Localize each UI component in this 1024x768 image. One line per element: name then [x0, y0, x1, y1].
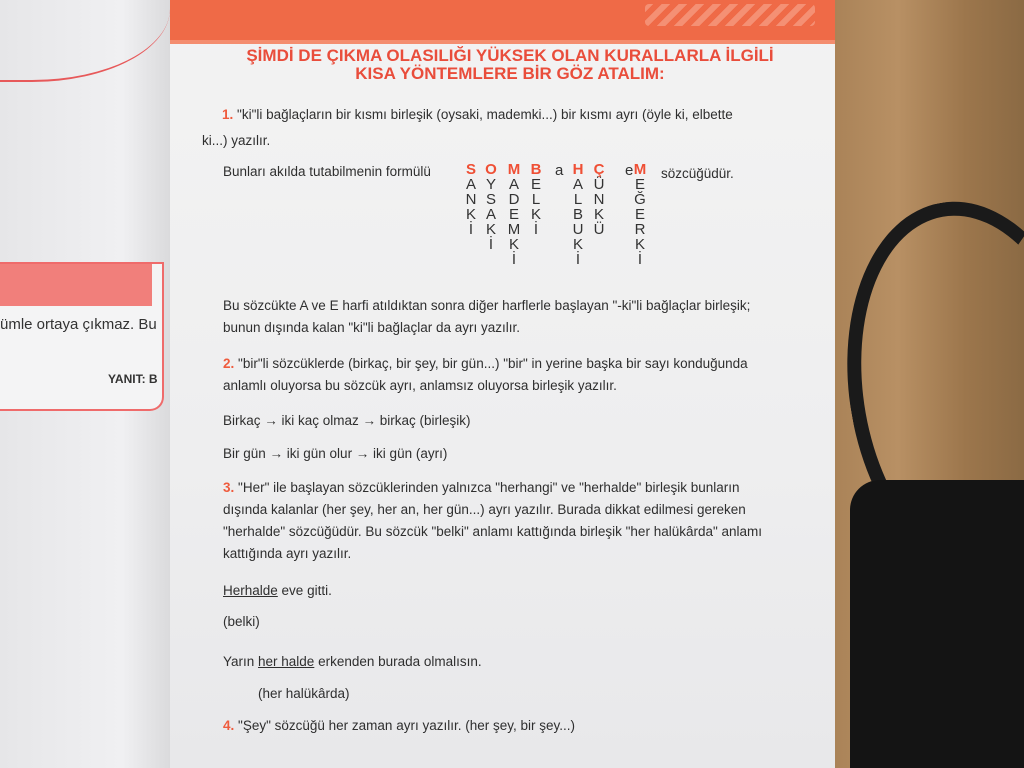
- acrostic-letter: K: [530, 206, 541, 223]
- left-sentence-fragment: ümle ortaya çıkmaz. Bu: [0, 316, 157, 333]
- acrostic-head-letter: Ç: [593, 161, 605, 178]
- acrostic-letter: D: [508, 191, 520, 208]
- heading-line-1: ŞİMDİ DE ÇIKMA OLASILIĞI YÜKSEK OLAN KURALLARLA İLGİLİ: [246, 46, 774, 65]
- left-answer-label: YANIT: B: [108, 372, 158, 386]
- acrostic-letter: K: [634, 236, 645, 253]
- rule2-example-2: Bir gün → iki gün olur → iki gün (ayrı): [223, 446, 448, 461]
- acrostic-column-5: [570, 162, 586, 267]
- acrostic-column-3: [506, 162, 522, 267]
- acrostic-letter: A: [485, 206, 496, 223]
- acrostic-letter: İ: [511, 251, 517, 268]
- rule1-number: 1.: [222, 107, 234, 122]
- herhalde-underlined: Herhalde: [223, 583, 278, 598]
- rule3-example-2: [223, 654, 482, 669]
- acrostic-letter: K: [508, 236, 519, 253]
- acrostic-letter: A: [508, 176, 519, 193]
- acrostic-letter: Ü: [593, 176, 605, 193]
- rule2-line2: anlamlı oluyorsa bu sözcük ayrı, anlamsız oluyorsa birleşik yazılır.: [223, 378, 617, 393]
- acrostic-head-letter: H: [572, 161, 584, 178]
- acrostic-head-letter: M: [507, 161, 521, 178]
- acrostic-column-1: [463, 162, 479, 237]
- acrostic-letter: N: [465, 191, 477, 208]
- acrostic-letter: Y: [485, 176, 496, 193]
- rule2-example-1: Birkaç → iki kaç olmaz → birkaç (birleşik): [223, 413, 471, 428]
- left-answer-box: [0, 262, 164, 411]
- rule1-explain-1: Bu sözcükte A ve E harfi atıldıktan sonra diğer harflerle başlayan "-ki"li bağlaçlar birleşik;: [223, 298, 751, 313]
- acrostic-letter: K: [572, 236, 583, 253]
- acrostic-head-letter: M: [633, 161, 647, 178]
- acrostic-column-7: [632, 162, 648, 267]
- acrostic-letter: A: [572, 176, 583, 193]
- acrostic-letter: N: [593, 191, 605, 208]
- acrostic-letter: K: [465, 206, 476, 223]
- joiner-a: a: [555, 162, 564, 179]
- rule1-explain-2: bunun dışında kalan "ki"li bağlaçlar da ayrı yazılır.: [223, 320, 520, 335]
- rule3-number: 3.: [223, 480, 235, 495]
- acrostic-letter: İ: [468, 221, 474, 238]
- formula-suffix: sözcüğüdür.: [661, 166, 734, 181]
- acrostic-letter: İ: [533, 221, 539, 238]
- acrostic-letter: A: [465, 176, 476, 193]
- acrostic-letter: L: [573, 191, 583, 208]
- rule4-line: [223, 718, 575, 733]
- main-page: [170, 0, 835, 768]
- rule1-line2: ki...) yazılır.: [202, 133, 271, 148]
- joiner-e: e: [625, 162, 634, 179]
- formula-prefix: Bunları akılda tutabilmenin formülü: [223, 164, 431, 179]
- rule2-number: 2.: [223, 356, 235, 371]
- acrostic-letter: B: [572, 206, 583, 223]
- acrostic-letter: R: [634, 221, 646, 238]
- acrostic-letter: İ: [575, 251, 581, 268]
- left-color-band: [0, 264, 152, 306]
- acrostic-letter: L: [531, 191, 541, 208]
- rule3-example-1-note: (belki): [223, 614, 260, 629]
- rule3-example-1-rest: eve gitti.: [277, 583, 332, 598]
- page-heading: [210, 47, 810, 83]
- rule4-text: "Şey" sözcüğü her zaman ayrı yazılır. (her şey, bir şey...): [238, 718, 575, 733]
- heading-line-2: KISA YÖNTEMLERE BİR GÖZ ATALIM:: [355, 64, 665, 83]
- acrostic-letter: Ğ: [634, 191, 646, 208]
- page-header-band: [170, 0, 835, 44]
- rule3-line2: dışında kalanlar (her şey, her an, her gün...) ayrı yazılır. Burada dikkat edilmesi gereken: [223, 502, 746, 517]
- acrostic-column-6: [591, 162, 607, 237]
- rule2-line1: [223, 356, 748, 371]
- rule3-line1: [223, 480, 740, 495]
- black-bag: [850, 480, 1024, 768]
- rule1-line1: [222, 107, 733, 122]
- rule3-example-2-start: Yarın: [223, 654, 259, 669]
- acrostic-letter: İ: [488, 236, 494, 253]
- rule2-text-1: "bir"li sözcüklerde (birkaç, bir şey, bir gün...) "bir" in yerine başka bir sayı konduğunda: [238, 356, 748, 371]
- acrostic-letter: U: [572, 221, 584, 238]
- acrostic-letter: E: [634, 206, 645, 223]
- rule3-line3: "herhalde" sözcüğüdür. Bu sözcük "belki" anlamı kattığında birleşik "her halükârda" anlamı: [223, 524, 763, 539]
- acrostic-letter: M: [507, 221, 521, 238]
- acrostic-head-letter: S: [465, 161, 476, 178]
- acrostic-column-4: [528, 162, 544, 237]
- header-stripe-decoration: [645, 4, 815, 26]
- acrostic-letter: S: [485, 191, 496, 208]
- rule3-example-2-rest: erkenden burada olmalısın.: [314, 654, 482, 669]
- left-page-decoration: [0, 0, 170, 82]
- rule3-example-1: [223, 583, 332, 598]
- acrostic-column-2: [483, 162, 499, 252]
- her-halde-underlined: her halde: [258, 654, 315, 669]
- acrostic-head-letter: O: [485, 161, 497, 178]
- acrostic-letter: E: [530, 176, 541, 193]
- rule4-number: 4.: [223, 718, 235, 733]
- left-page: [0, 0, 175, 768]
- rule3-text-1: "Her" ile başlayan sözcüklerinden yalnızca "herhangi" ve "herhalde" birleşik bunların: [238, 480, 740, 495]
- rule1-text-1: "ki"li bağlaçların bir kısmı birleşik (oysaki, mademki...) bir kısmı ayrı (öyle ki, elbette: [237, 107, 733, 122]
- rule3-line4: kattığında ayrı yazılır.: [223, 546, 352, 561]
- acrostic-letter: E: [634, 176, 645, 193]
- acrostic-letter: Ü: [593, 221, 605, 238]
- acrostic-letter: K: [485, 221, 496, 238]
- acrostic-head-letter: B: [530, 161, 542, 178]
- rule3-example-2-note: (her halükârda): [258, 686, 350, 701]
- acrostic-letter: K: [593, 206, 604, 223]
- acrostic-letter: E: [508, 206, 519, 223]
- acrostic-letter: İ: [637, 251, 643, 268]
